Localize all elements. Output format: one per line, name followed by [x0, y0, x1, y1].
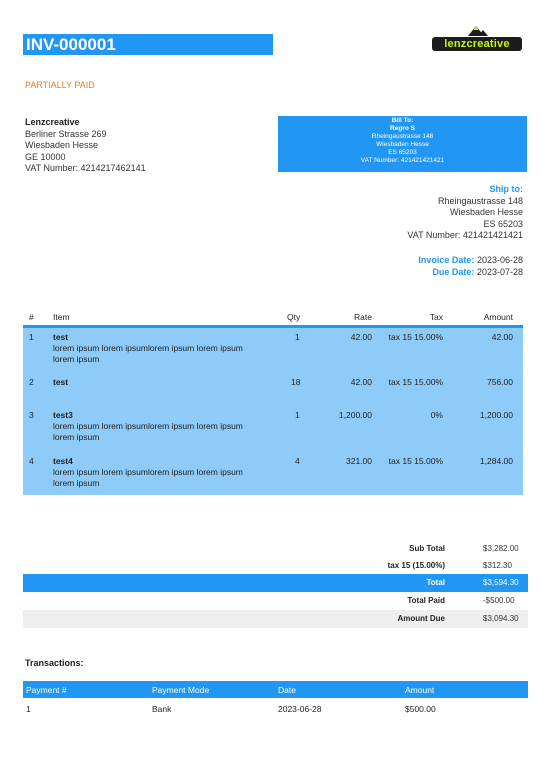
- row-amount: 42.00: [491, 332, 513, 342]
- row-qty: 1: [295, 332, 300, 342]
- row-item: [53, 332, 243, 365]
- row-tax: 0%: [430, 410, 443, 420]
- items-table-body: [23, 328, 523, 495]
- invoice-date-value: 2023-06-28: [476, 255, 523, 265]
- col-item: Item: [53, 312, 70, 322]
- col-num: #: [29, 312, 34, 322]
- total-row: [23, 574, 528, 592]
- row-rate: 42.00: [350, 332, 372, 342]
- tx-col-amount: Amount: [405, 685, 435, 695]
- sender-city: Wiesbaden Hesse: [25, 140, 99, 150]
- row-num: 2: [29, 377, 34, 387]
- bill-to-city: Wiesbaden Hesse: [376, 141, 429, 148]
- row-rate: 42.00: [350, 377, 372, 387]
- col-qty: Qty: [287, 312, 301, 322]
- col-rate: Rate: [354, 312, 372, 322]
- due-date-value: 2023-07-28: [476, 266, 523, 277]
- sender-street: Berliner Strasse 269: [25, 128, 107, 139]
- row-tax: tax 15 15.00%: [388, 377, 443, 387]
- tx-col-payment: Payment #: [26, 685, 67, 695]
- row-num: 1: [29, 332, 34, 342]
- item-name: test: [53, 332, 69, 342]
- col-tax: Tax: [429, 312, 443, 322]
- tx-amount: $500.00: [405, 704, 436, 714]
- sender-name: Lenzcreative: [25, 117, 80, 127]
- sender-address: [25, 117, 146, 175]
- row-num: 4: [29, 456, 34, 466]
- bill-to-name: Regro S: [390, 125, 415, 132]
- item-name: test4: [53, 456, 73, 466]
- ship-to-vat: VAT Number: 421421421421: [407, 230, 523, 240]
- ship-to-address: [407, 184, 523, 242]
- invoice-date-label: Invoice Date:: [418, 255, 475, 265]
- amount-due-label: Amount Due: [397, 614, 445, 623]
- invoice-dates: [418, 255, 523, 278]
- row-rate: 1,200.00: [338, 410, 372, 420]
- transactions-title: Transactions:: [25, 658, 84, 668]
- items-table-header: [23, 308, 523, 325]
- tax-value: $312.30: [483, 561, 512, 570]
- row-item: [53, 456, 243, 489]
- tx-date: 2023-06-28: [278, 704, 322, 714]
- transactions-header: [23, 681, 528, 698]
- ship-to-postal: ES 65203: [483, 218, 523, 229]
- tx-col-mode: Payment Mode: [152, 685, 210, 695]
- amount-due-row: [23, 610, 528, 628]
- row-tax: tax 15 15.00%: [388, 456, 443, 466]
- due-date-label: Due Date:: [432, 266, 475, 277]
- subtotal-row: [23, 540, 528, 558]
- ship-to-street: Rheingaustrasse 148: [437, 195, 523, 206]
- col-amount: Amount: [483, 312, 513, 322]
- tx-payment: 1: [26, 704, 31, 714]
- company-logo: [432, 23, 522, 53]
- row-rate: 321.00: [346, 456, 372, 466]
- row-amount: 756.00: [487, 377, 513, 387]
- ship-to-label: Ship to:: [489, 184, 523, 194]
- row-qty: 4: [295, 456, 300, 466]
- tax-row: [23, 557, 528, 575]
- row-item: [53, 377, 243, 388]
- tx-mode: Bank: [152, 704, 172, 714]
- row-qty: 18: [291, 377, 301, 387]
- ship-to-city: Wiesbaden Hesse: [449, 207, 523, 217]
- bill-to-postal: ES 65203: [388, 149, 417, 156]
- row-amount: 1,284.00: [479, 456, 513, 466]
- amount-due-value: $3,094.30: [483, 614, 519, 623]
- tax-label: tax 15 (15.00%): [387, 561, 445, 570]
- total-value: $3,594.30: [483, 578, 519, 587]
- total-label: Total: [426, 578, 445, 587]
- logo-wordmark: lenzcreative: [432, 37, 522, 51]
- row-num: 3: [29, 410, 34, 420]
- item-desc: lorem ipsum lorem ipsumlorem ipsum lorem ipsum lorem ipsum: [53, 421, 243, 442]
- subtotal-label: Sub Total: [409, 544, 445, 553]
- sender-vat: VAT Number: 4214217462141: [25, 163, 146, 173]
- item-name: test3: [53, 410, 73, 420]
- item-name: test: [53, 377, 69, 387]
- total-paid-value: -$500.00: [483, 596, 515, 605]
- total-paid-row: [23, 592, 528, 610]
- bill-to-street: Rheingaustrasse 148: [371, 133, 434, 140]
- bill-to-label: Bill To:: [391, 117, 414, 124]
- tx-col-date: Date: [278, 685, 296, 695]
- row-tax: tax 15 15.00%: [388, 332, 443, 342]
- row-qty: 1: [295, 410, 300, 420]
- item-desc: lorem ipsum lorem ipsumlorem ipsum lorem ipsum lorem ipsum: [53, 343, 243, 364]
- bill-to-box: [278, 116, 527, 172]
- sender-postal: GE 10000: [25, 151, 66, 162]
- item-desc: lorem ipsum lorem ipsumlorem ipsum lorem ipsum lorem ipsum: [53, 467, 243, 488]
- row-amount: 1,200.00: [479, 410, 513, 420]
- subtotal-value: $3,282.00: [483, 544, 519, 553]
- total-paid-label: Total Paid: [407, 596, 445, 605]
- bill-to-vat: VAT Number: 421421421421: [360, 157, 445, 164]
- status-badge: PARTIALLY PAID: [25, 80, 95, 90]
- row-item: [53, 410, 243, 443]
- invoice-number: INV-000001: [23, 34, 273, 55]
- transaction-row: [23, 700, 528, 716]
